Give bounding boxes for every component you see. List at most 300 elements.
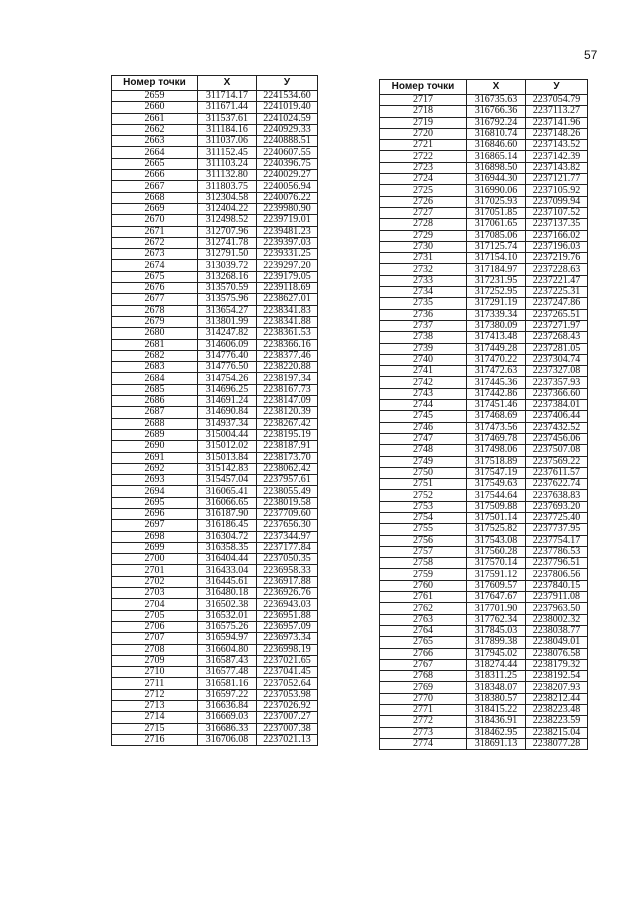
point-number-cell: 2682	[112, 350, 198, 361]
point-number-cell: 2721	[380, 140, 467, 151]
point-number-cell: 2680	[112, 328, 198, 339]
x-coordinate-cell: 316502.38	[198, 599, 257, 610]
table-row	[380, 637, 588, 648]
y-coordinate-cell: 2237754.17	[526, 535, 588, 546]
table-row	[112, 407, 318, 418]
x-coordinate-cell: 317469.78	[467, 433, 526, 444]
x-coordinate-cell: 317339.34	[467, 309, 526, 320]
x-coordinate-cell: 316187.90	[198, 508, 257, 519]
point-number-cell: 2771	[380, 705, 467, 716]
y-coordinate-cell: 2239179.05	[257, 271, 318, 282]
point-number-cell: 2754	[380, 512, 467, 523]
x-coordinate-cell: 312304.58	[198, 192, 257, 203]
table-row	[380, 433, 588, 444]
point-number-cell: 2697	[112, 520, 198, 531]
table-row	[380, 445, 588, 456]
y-coordinate-cell: 2237026.92	[257, 701, 318, 712]
y-coordinate-cell: 2241024.59	[257, 113, 318, 124]
y-coordinate-cell: 2238062.42	[257, 463, 318, 474]
table-row	[380, 196, 588, 207]
point-number-cell: 2712	[112, 689, 198, 700]
point-number-cell: 2729	[380, 230, 467, 241]
table-row	[112, 441, 318, 452]
y-coordinate-cell: 2238223.59	[526, 716, 588, 727]
table-row	[380, 592, 588, 603]
x-coordinate-cell: 316065.41	[198, 486, 257, 497]
table-row	[380, 716, 588, 727]
y-coordinate-cell: 2237007.38	[257, 723, 318, 734]
point-number-cell: 2720	[380, 128, 467, 139]
table-row	[112, 463, 318, 474]
table-row	[380, 535, 588, 546]
y-coordinate-cell: 2237806.56	[526, 569, 588, 580]
x-coordinate-cell: 318462.95	[467, 727, 526, 738]
point-number-cell: 2738	[380, 332, 467, 343]
table-row	[380, 140, 588, 151]
x-coordinate-cell: 317470.22	[467, 354, 526, 365]
point-number-cell: 2669	[112, 203, 198, 214]
point-number-cell: 2750	[380, 467, 467, 478]
table-row	[112, 316, 318, 327]
x-coordinate-cell: 315004.44	[198, 429, 257, 440]
point-number-cell: 2685	[112, 384, 198, 395]
table-row	[112, 136, 318, 147]
point-number-cell: 2714	[112, 712, 198, 723]
point-number-cell: 2709	[112, 655, 198, 666]
point-number-cell: 2724	[380, 174, 467, 185]
table-row	[380, 479, 588, 490]
page-number: 57	[584, 48, 598, 62]
x-coordinate-cell: 316433.04	[198, 565, 257, 576]
x-coordinate-cell: 316944.30	[467, 174, 526, 185]
table-row	[112, 181, 318, 192]
table-row	[112, 396, 318, 407]
x-coordinate-cell: 317468.69	[467, 411, 526, 422]
table-row	[380, 162, 588, 173]
x-coordinate-cell: 314691.24	[198, 396, 257, 407]
table-row	[380, 546, 588, 557]
header-y: У	[257, 76, 318, 91]
x-coordinate-cell: 317291.19	[467, 298, 526, 309]
table-row	[380, 207, 588, 218]
y-coordinate-cell: 2237271.97	[526, 320, 588, 331]
point-number-cell: 2744	[380, 400, 467, 411]
point-number-cell: 2718	[380, 106, 467, 117]
table-row	[112, 203, 318, 214]
y-coordinate-cell: 2239719.01	[257, 215, 318, 226]
point-number-cell: 2689	[112, 429, 198, 440]
header-y: У	[526, 80, 588, 95]
y-coordinate-cell: 2237638.83	[526, 490, 588, 501]
point-number-cell: 2769	[380, 682, 467, 693]
y-coordinate-cell: 2238267.42	[257, 418, 318, 429]
y-coordinate-cell: 2240929.33	[257, 124, 318, 135]
y-coordinate-cell: 2236957.09	[257, 621, 318, 632]
y-coordinate-cell: 2237327.08	[526, 366, 588, 377]
point-number-cell: 2725	[380, 185, 467, 196]
point-number-cell: 2717	[380, 95, 467, 106]
x-coordinate-cell: 316636.84	[198, 701, 257, 712]
point-number-cell: 2757	[380, 546, 467, 557]
x-coordinate-cell: 317442.86	[467, 388, 526, 399]
table-row	[380, 151, 588, 162]
point-number-cell: 2739	[380, 343, 467, 354]
point-number-cell: 2701	[112, 565, 198, 576]
point-number-cell: 2695	[112, 497, 198, 508]
table-row	[380, 298, 588, 309]
x-coordinate-cell: 316865.14	[467, 151, 526, 162]
point-number-cell: 2748	[380, 445, 467, 456]
point-number-cell: 2681	[112, 339, 198, 350]
y-coordinate-cell: 2237268.43	[526, 332, 588, 343]
table-row	[112, 113, 318, 124]
point-number-cell: 2726	[380, 196, 467, 207]
table-row	[380, 354, 588, 365]
x-coordinate-cell: 311714.17	[198, 91, 257, 102]
table-row	[112, 621, 318, 632]
table-row	[112, 170, 318, 181]
point-number-cell: 2710	[112, 667, 198, 678]
y-coordinate-cell: 2238220.88	[257, 362, 318, 373]
y-coordinate-cell: 2237693.20	[526, 501, 588, 512]
x-coordinate-cell: 317252.95	[467, 287, 526, 298]
x-coordinate-cell: 317570.14	[467, 558, 526, 569]
y-coordinate-cell: 2240607.55	[257, 147, 318, 158]
point-number-cell: 2659	[112, 91, 198, 102]
x-coordinate-cell: 314776.50	[198, 362, 257, 373]
table-row	[380, 287, 588, 298]
x-coordinate-cell: 316404.44	[198, 554, 257, 565]
table-row	[380, 219, 588, 230]
point-number-cell: 2708	[112, 644, 198, 655]
table-row	[112, 576, 318, 587]
coordinates-table-right	[379, 79, 588, 750]
x-coordinate-cell: 316604.80	[198, 644, 257, 655]
table-row	[112, 667, 318, 678]
table-row	[112, 271, 318, 282]
y-coordinate-cell: 2237786.53	[526, 546, 588, 557]
x-coordinate-cell: 317762.34	[467, 614, 526, 625]
table-row	[112, 452, 318, 463]
x-coordinate-cell: 317647.67	[467, 592, 526, 603]
table-row	[380, 727, 588, 738]
point-number-cell: 2753	[380, 501, 467, 512]
point-number-cell: 2704	[112, 599, 198, 610]
table-row	[112, 734, 318, 745]
table-row	[380, 309, 588, 320]
point-number-cell: 2684	[112, 373, 198, 384]
point-number-cell: 2688	[112, 418, 198, 429]
x-coordinate-cell: 316575.26	[198, 621, 257, 632]
table-row	[380, 174, 588, 185]
point-number-cell: 2722	[380, 151, 467, 162]
y-coordinate-cell: 2237113.27	[526, 106, 588, 117]
table-row	[112, 655, 318, 666]
x-coordinate-cell: 317025.93	[467, 196, 526, 207]
y-coordinate-cell: 2236973.34	[257, 633, 318, 644]
x-coordinate-cell: 311184.16	[198, 124, 257, 135]
table-row	[112, 565, 318, 576]
header-x: X	[467, 80, 526, 95]
point-number-cell: 2699	[112, 542, 198, 553]
table-row	[380, 95, 588, 106]
x-coordinate-cell: 316669.03	[198, 712, 257, 723]
table-body	[380, 95, 588, 750]
y-coordinate-cell: 2237911.08	[526, 592, 588, 603]
y-coordinate-cell: 2237137.35	[526, 219, 588, 230]
table-row	[380, 580, 588, 591]
x-coordinate-cell: 318415.22	[467, 705, 526, 716]
point-number-cell: 2761	[380, 592, 467, 603]
y-coordinate-cell: 2241019.40	[257, 102, 318, 113]
y-coordinate-cell: 2238173.70	[257, 452, 318, 463]
table-row	[112, 678, 318, 689]
x-coordinate-cell: 317498.06	[467, 445, 526, 456]
point-number-cell: 2660	[112, 102, 198, 113]
table-row	[380, 558, 588, 569]
point-number-cell: 2755	[380, 524, 467, 535]
point-number-cell: 2713	[112, 701, 198, 712]
point-number-cell: 2735	[380, 298, 467, 309]
point-number-cell: 2772	[380, 716, 467, 727]
table-row	[112, 362, 318, 373]
y-coordinate-cell: 2237221.47	[526, 275, 588, 286]
y-coordinate-cell: 2237021.13	[257, 734, 318, 745]
table-row	[112, 124, 318, 135]
y-coordinate-cell: 2237247.86	[526, 298, 588, 309]
point-number-cell: 2766	[380, 648, 467, 659]
x-coordinate-cell: 317547.19	[467, 467, 526, 478]
x-coordinate-cell: 317899.38	[467, 637, 526, 648]
table-row	[112, 633, 318, 644]
y-coordinate-cell: 2239980.90	[257, 203, 318, 214]
table-row	[112, 418, 318, 429]
y-coordinate-cell: 2237148.26	[526, 128, 588, 139]
y-coordinate-cell: 2237053.98	[257, 689, 318, 700]
y-coordinate-cell: 2237366.60	[526, 388, 588, 399]
y-coordinate-cell: 2238627.01	[257, 294, 318, 305]
y-coordinate-cell: 2236998.19	[257, 644, 318, 655]
y-coordinate-cell: 2237622.74	[526, 479, 588, 490]
table-row	[380, 456, 588, 467]
table-row	[112, 542, 318, 553]
point-number-cell: 2737	[380, 320, 467, 331]
point-number-cell: 2692	[112, 463, 198, 474]
point-number-cell: 2774	[380, 738, 467, 749]
table-row	[112, 610, 318, 621]
y-coordinate-cell: 2237219.76	[526, 253, 588, 264]
point-number-cell: 2686	[112, 396, 198, 407]
table-row	[112, 283, 318, 294]
y-coordinate-cell: 2237384.01	[526, 400, 588, 411]
table-row	[380, 648, 588, 659]
y-coordinate-cell: 2238019.58	[257, 497, 318, 508]
x-coordinate-cell: 316792.24	[467, 117, 526, 128]
y-coordinate-cell: 2238223.48	[526, 705, 588, 716]
table-row	[380, 400, 588, 411]
coordinates-table-left	[111, 75, 318, 746]
y-coordinate-cell: 2237957.61	[257, 475, 318, 486]
y-coordinate-cell: 2240888.51	[257, 136, 318, 147]
y-coordinate-cell: 2237304.74	[526, 354, 588, 365]
header-point-number: Номер точки	[380, 80, 467, 95]
x-coordinate-cell: 314776.40	[198, 350, 257, 361]
table-row	[112, 215, 318, 226]
point-number-cell: 2764	[380, 625, 467, 636]
x-coordinate-cell: 317231.95	[467, 275, 526, 286]
table-row	[112, 486, 318, 497]
point-number-cell: 2743	[380, 388, 467, 399]
point-number-cell: 2675	[112, 271, 198, 282]
table-row	[112, 373, 318, 384]
y-coordinate-cell: 2237107.52	[526, 207, 588, 218]
y-coordinate-cell: 2238341.88	[257, 316, 318, 327]
x-coordinate-cell: 315142.83	[198, 463, 257, 474]
point-number-cell: 2756	[380, 535, 467, 546]
point-number-cell: 2760	[380, 580, 467, 591]
y-coordinate-cell: 2240029.27	[257, 170, 318, 181]
table-row	[380, 693, 588, 704]
table-row	[112, 712, 318, 723]
y-coordinate-cell: 2236926.76	[257, 588, 318, 599]
y-coordinate-cell: 2237507.08	[526, 445, 588, 456]
table-row	[380, 512, 588, 523]
point-number-cell: 2770	[380, 693, 467, 704]
y-coordinate-cell: 2237050.35	[257, 554, 318, 565]
point-number-cell: 2741	[380, 366, 467, 377]
point-number-cell: 2723	[380, 162, 467, 173]
x-coordinate-cell: 313268.16	[198, 271, 257, 282]
table-row	[380, 332, 588, 343]
table-row	[380, 275, 588, 286]
table-row	[112, 226, 318, 237]
y-coordinate-cell: 2238212.44	[526, 693, 588, 704]
point-number-cell: 2773	[380, 727, 467, 738]
table-row	[380, 117, 588, 128]
x-coordinate-cell: 317544.64	[467, 490, 526, 501]
x-coordinate-cell: 311132.80	[198, 170, 257, 181]
x-coordinate-cell: 317549.63	[467, 479, 526, 490]
x-coordinate-cell: 311803.75	[198, 181, 257, 192]
point-number-cell: 2674	[112, 260, 198, 271]
x-coordinate-cell: 313801.99	[198, 316, 257, 327]
x-coordinate-cell: 312741.78	[198, 237, 257, 248]
x-coordinate-cell: 316706.08	[198, 734, 257, 745]
y-coordinate-cell: 2238207.93	[526, 682, 588, 693]
y-coordinate-cell: 2237007.27	[257, 712, 318, 723]
point-number-cell: 2749	[380, 456, 467, 467]
y-coordinate-cell: 2238055.49	[257, 486, 318, 497]
point-number-cell: 2731	[380, 253, 467, 264]
x-coordinate-cell: 316445.61	[198, 576, 257, 587]
x-coordinate-cell: 317413.48	[467, 332, 526, 343]
point-number-cell: 2707	[112, 633, 198, 644]
table-row	[380, 422, 588, 433]
y-coordinate-cell: 2237611.57	[526, 467, 588, 478]
point-number-cell: 2759	[380, 569, 467, 580]
table-row	[112, 384, 318, 395]
x-coordinate-cell: 317609.57	[467, 580, 526, 591]
y-coordinate-cell: 2238187.91	[257, 441, 318, 452]
x-coordinate-cell: 318691.13	[467, 738, 526, 749]
x-coordinate-cell: 316587.43	[198, 655, 257, 666]
x-coordinate-cell: 317125.74	[467, 241, 526, 252]
y-coordinate-cell: 2238049.01	[526, 637, 588, 648]
table-row	[112, 508, 318, 519]
point-number-cell: 2671	[112, 226, 198, 237]
table-header	[112, 76, 318, 91]
table-row	[380, 659, 588, 670]
y-coordinate-cell: 2238038.77	[526, 625, 588, 636]
table-row	[112, 102, 318, 113]
x-coordinate-cell: 313575.96	[198, 294, 257, 305]
y-coordinate-cell: 2237725.40	[526, 512, 588, 523]
point-number-cell: 2767	[380, 659, 467, 670]
y-coordinate-cell: 2237141.96	[526, 117, 588, 128]
y-coordinate-cell: 2237196.03	[526, 241, 588, 252]
x-coordinate-cell: 317525.82	[467, 524, 526, 535]
point-number-cell: 2727	[380, 207, 467, 218]
point-number-cell: 2763	[380, 614, 467, 625]
point-number-cell: 2730	[380, 241, 467, 252]
point-number-cell: 2677	[112, 294, 198, 305]
x-coordinate-cell: 317085.06	[467, 230, 526, 241]
header-point-number: Номер точки	[112, 76, 198, 91]
point-number-cell: 2679	[112, 316, 198, 327]
table-row	[112, 192, 318, 203]
y-coordinate-cell: 2241534.60	[257, 91, 318, 102]
point-number-cell: 2768	[380, 671, 467, 682]
y-coordinate-cell: 2236917.88	[257, 576, 318, 587]
y-coordinate-cell: 2238179.32	[526, 659, 588, 670]
point-number-cell: 2693	[112, 475, 198, 486]
point-number-cell: 2663	[112, 136, 198, 147]
x-coordinate-cell: 317845.03	[467, 625, 526, 636]
point-number-cell: 2676	[112, 283, 198, 294]
table-row	[380, 705, 588, 716]
y-coordinate-cell: 2238197.34	[257, 373, 318, 384]
x-coordinate-cell: 317451.46	[467, 400, 526, 411]
table-row	[112, 328, 318, 339]
x-coordinate-cell: 311671.44	[198, 102, 257, 113]
x-coordinate-cell: 316186.45	[198, 520, 257, 531]
x-coordinate-cell: 317701.90	[467, 603, 526, 614]
x-coordinate-cell: 313570.59	[198, 283, 257, 294]
y-coordinate-cell: 2238077.28	[526, 738, 588, 749]
table-row	[380, 614, 588, 625]
point-number-cell: 2711	[112, 678, 198, 689]
x-coordinate-cell: 311152.45	[198, 147, 257, 158]
x-coordinate-cell: 314606.09	[198, 339, 257, 350]
table-row	[380, 625, 588, 636]
y-coordinate-cell: 2240076.22	[257, 192, 318, 203]
y-coordinate-cell: 2239297.20	[257, 260, 318, 271]
table-row	[112, 497, 318, 508]
point-number-cell: 2670	[112, 215, 198, 226]
x-coordinate-cell: 316597.22	[198, 689, 257, 700]
y-coordinate-cell: 2238076.58	[526, 648, 588, 659]
x-coordinate-cell: 318380.57	[467, 693, 526, 704]
table-row	[112, 260, 318, 271]
table-row	[380, 671, 588, 682]
y-coordinate-cell: 2237432.52	[526, 422, 588, 433]
point-number-cell: 2690	[112, 441, 198, 452]
point-number-cell: 2673	[112, 249, 198, 260]
y-coordinate-cell: 2239331.25	[257, 249, 318, 260]
x-coordinate-cell: 312404.22	[198, 203, 257, 214]
table-row	[380, 524, 588, 535]
y-coordinate-cell: 2238377.46	[257, 350, 318, 361]
